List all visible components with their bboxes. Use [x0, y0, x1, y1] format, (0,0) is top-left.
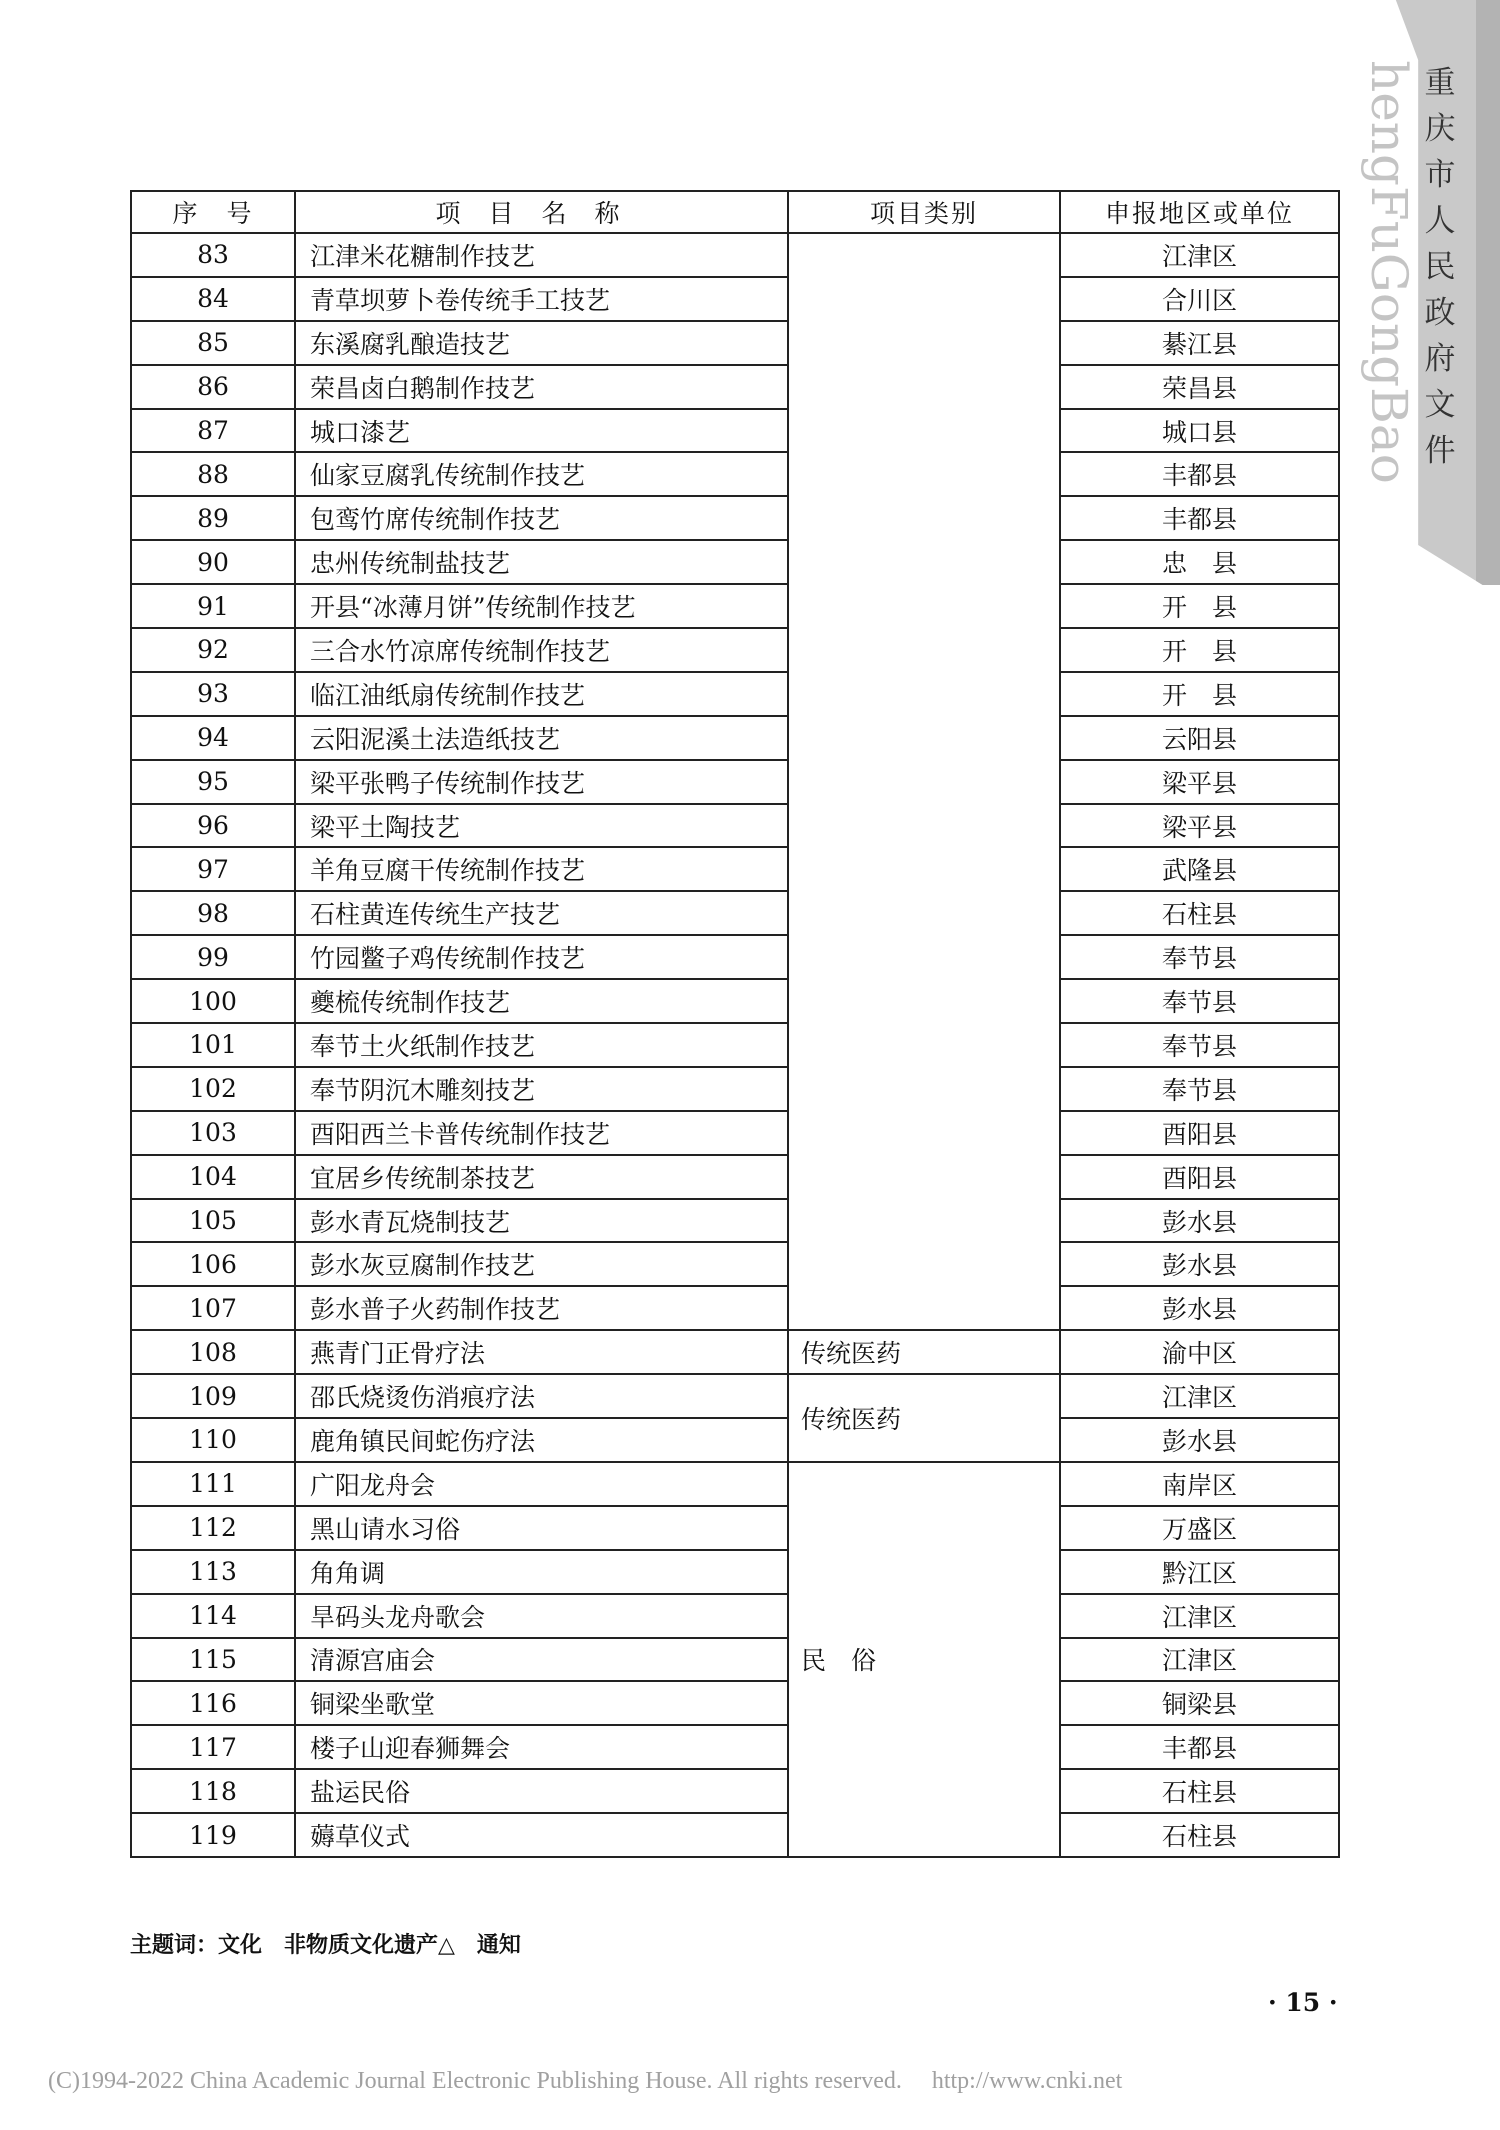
table-row: [131, 979, 1339, 1023]
table-row: [131, 1067, 1339, 1111]
row-number: 91: [131, 584, 295, 628]
region: 丰都县: [1060, 452, 1339, 496]
row-number: 97: [131, 847, 295, 891]
project-name: 角角调: [295, 1550, 788, 1594]
project-name: 羊角豆腐干传统制作技艺: [295, 847, 788, 891]
table-row: [131, 1155, 1339, 1199]
region: 南岸区: [1060, 1462, 1339, 1506]
table-row: [131, 760, 1339, 804]
row-number: 100: [131, 979, 295, 1023]
region: 铜梁县: [1060, 1681, 1339, 1725]
row-number: 111: [131, 1462, 295, 1506]
row-number: 110: [131, 1418, 295, 1462]
row-number: 94: [131, 716, 295, 760]
region: 酉阳县: [1060, 1111, 1339, 1155]
project-name: 楼子山迎春狮舞会: [295, 1725, 788, 1769]
project-category: [788, 233, 1060, 1330]
project-name: 开县“冰薄月饼”传统制作技艺: [295, 584, 788, 628]
row-number: 92: [131, 628, 295, 672]
row-number: 103: [131, 1111, 295, 1155]
project-name: 彭水青瓦烧制技艺: [295, 1199, 788, 1243]
table-row: [131, 891, 1339, 935]
region: 荣昌县: [1060, 365, 1339, 409]
region: 黔江区: [1060, 1550, 1339, 1594]
table-row: [131, 935, 1339, 979]
region: 江津区: [1060, 233, 1339, 277]
region: 丰都县: [1060, 1725, 1339, 1769]
side-watermark: hengFuGongBao: [1360, 60, 1418, 484]
table-row: [131, 1506, 1339, 1550]
project-name: 燕青门正骨疗法: [295, 1330, 788, 1374]
project-name: 盐运民俗: [295, 1769, 788, 1813]
row-number: 118: [131, 1769, 295, 1813]
side-tab-bar: [1476, 0, 1500, 585]
row-number: 84: [131, 277, 295, 321]
project-name: 江津米花糖制作技艺: [295, 233, 788, 277]
region: 奉节县: [1060, 1067, 1339, 1111]
table-row: [131, 1330, 1339, 1374]
project-name: 清源宫庙会: [295, 1638, 788, 1682]
table-row: [131, 1111, 1339, 1155]
row-number: 112: [131, 1506, 295, 1550]
table-row: [131, 1813, 1339, 1857]
row-number: 114: [131, 1594, 295, 1638]
table-row: [131, 233, 1339, 277]
region: 彭水县: [1060, 1199, 1339, 1243]
project-name: 梁平张鸭子传统制作技艺: [295, 760, 788, 804]
project-name: 奉节土火纸制作技艺: [295, 1023, 788, 1067]
region: 石柱县: [1060, 1813, 1339, 1857]
row-number: 98: [131, 891, 295, 935]
project-name: 邵氏烧烫伤消痕疗法: [295, 1374, 788, 1418]
region: 酉阳县: [1060, 1155, 1339, 1199]
region: 綦江县: [1060, 321, 1339, 365]
header-name: 项目名称: [295, 191, 788, 233]
region: 丰都县: [1060, 496, 1339, 540]
subject-keywords: 主题词：文化 非物质文化遗产△ 通知: [130, 1933, 521, 1958]
project-name: 云阳泥溪土法造纸技艺: [295, 716, 788, 760]
row-number: 104: [131, 1155, 295, 1199]
table-row: [131, 1725, 1339, 1769]
header-no: 序 号: [131, 191, 295, 233]
region: 梁平县: [1060, 760, 1339, 804]
side-tab-title: 重庆市人民政府文件: [1424, 65, 1456, 469]
row-number: 99: [131, 935, 295, 979]
region: 合川区: [1060, 277, 1339, 321]
project-name: 彭水灰豆腐制作技艺: [295, 1242, 788, 1286]
row-number: 117: [131, 1725, 295, 1769]
region: 奉节县: [1060, 979, 1339, 1023]
table-row: [131, 1594, 1339, 1638]
row-number: 88: [131, 452, 295, 496]
region: 江津区: [1060, 1594, 1339, 1638]
table-row: [131, 1418, 1339, 1462]
row-number: 85: [131, 321, 295, 365]
region: 城口县: [1060, 409, 1339, 453]
copyright-notice: (C)1994-2022 China Academic Journal Electronic Publishing House. All rights reserved. http://www.cnki.net: [48, 2068, 1123, 2094]
project-name: 临江油纸扇传统制作技艺: [295, 672, 788, 716]
project-name: 忠州传统制盐技艺: [295, 540, 788, 584]
row-number: 108: [131, 1330, 295, 1374]
project-name: 竹园鳖子鸡传统制作技艺: [295, 935, 788, 979]
project-name: 黑山请水习俗: [295, 1506, 788, 1550]
table-row: [131, 1286, 1339, 1330]
table-row: [131, 1769, 1339, 1813]
region: 开 县: [1060, 584, 1339, 628]
row-number: 102: [131, 1067, 295, 1111]
row-number: 96: [131, 804, 295, 848]
project-category: 传统医药: [788, 1374, 1060, 1462]
row-number: 86: [131, 365, 295, 409]
table-row: [131, 628, 1339, 672]
table-row: [131, 716, 1339, 760]
table-row: [131, 321, 1339, 365]
project-name: 铜梁坐歌堂: [295, 1681, 788, 1725]
project-name: 荣昌卤白鹅制作技艺: [295, 365, 788, 409]
project-name: 广阳龙舟会: [295, 1462, 788, 1506]
table-row: [131, 1374, 1339, 1418]
row-number: 101: [131, 1023, 295, 1067]
region: 江津区: [1060, 1374, 1339, 1418]
project-name: 宜居乡传统制茶技艺: [295, 1155, 788, 1199]
project-name: 鹿角镇民间蛇伤疗法: [295, 1418, 788, 1462]
region: 奉节县: [1060, 935, 1339, 979]
table-row: [131, 1681, 1339, 1725]
row-number: 113: [131, 1550, 295, 1594]
project-name: 旱码头龙舟歌会: [295, 1594, 788, 1638]
table-row: [131, 1023, 1339, 1067]
region: 彭水县: [1060, 1418, 1339, 1462]
region: 石柱县: [1060, 1769, 1339, 1813]
row-number: 95: [131, 760, 295, 804]
region: 万盛区: [1060, 1506, 1339, 1550]
row-number: 107: [131, 1286, 295, 1330]
table-row: [131, 365, 1339, 409]
table-body: [131, 233, 1339, 1857]
region: 彭水县: [1060, 1242, 1339, 1286]
table-row: [131, 1199, 1339, 1243]
header-category: 项目类别: [788, 191, 1060, 233]
table-row: [131, 584, 1339, 628]
table-row: [131, 277, 1339, 321]
table-row: [131, 409, 1339, 453]
project-name: 酉阳西兰卡普传统制作技艺: [295, 1111, 788, 1155]
row-number: 105: [131, 1199, 295, 1243]
project-name: 夔梳传统制作技艺: [295, 979, 788, 1023]
project-name: 仙家豆腐乳传统制作技艺: [295, 452, 788, 496]
table-row: [131, 1462, 1339, 1506]
project-name: 薅草仪式: [295, 1813, 788, 1857]
table-row: [131, 540, 1339, 584]
region: 石柱县: [1060, 891, 1339, 935]
table-row: [131, 496, 1339, 540]
project-name: 三合水竹凉席传统制作技艺: [295, 628, 788, 672]
row-number: 87: [131, 409, 295, 453]
project-name: 梁平土陶技艺: [295, 804, 788, 848]
table-row: [131, 847, 1339, 891]
row-number: 89: [131, 496, 295, 540]
region: 云阳县: [1060, 716, 1339, 760]
row-number: 119: [131, 1813, 295, 1857]
row-number: 93: [131, 672, 295, 716]
region: 梁平县: [1060, 804, 1339, 848]
table-row: [131, 1638, 1339, 1682]
row-number: 83: [131, 233, 295, 277]
project-category: 传统医药: [788, 1330, 1060, 1374]
project-category: 民 俗: [788, 1462, 1060, 1857]
table-row: [131, 452, 1339, 496]
page-number: · 15 ·: [1268, 1988, 1338, 2017]
region: 渝中区: [1060, 1330, 1339, 1374]
project-name: 彭水普子火药制作技艺: [295, 1286, 788, 1330]
region: 彭水县: [1060, 1286, 1339, 1330]
project-name: 青草坝萝卜卷传统手工技艺: [295, 277, 788, 321]
table-row: [131, 804, 1339, 848]
region: 开 县: [1060, 672, 1339, 716]
region: 忠 县: [1060, 540, 1339, 584]
table-row: [131, 1550, 1339, 1594]
region: 开 县: [1060, 628, 1339, 672]
row-number: 90: [131, 540, 295, 584]
project-name: 奉节阴沉木雕刻技艺: [295, 1067, 788, 1111]
row-number: 116: [131, 1681, 295, 1725]
region: 奉节县: [1060, 1023, 1339, 1067]
region: 江津区: [1060, 1638, 1339, 1682]
project-name: 东溪腐乳酿造技艺: [295, 321, 788, 365]
row-number: 106: [131, 1242, 295, 1286]
project-name: 城口漆艺: [295, 409, 788, 453]
project-name: 包鸾竹席传统制作技艺: [295, 496, 788, 540]
table-row: [131, 1242, 1339, 1286]
row-number: 109: [131, 1374, 295, 1418]
region: 武隆县: [1060, 847, 1339, 891]
project-name: 石柱黄连传统生产技艺: [295, 891, 788, 935]
row-number: 115: [131, 1638, 295, 1682]
header-region: 申报地区或单位: [1060, 191, 1339, 233]
heritage-list-table: [130, 190, 1340, 1858]
table-header-row: [131, 191, 1339, 233]
table-row: [131, 672, 1339, 716]
